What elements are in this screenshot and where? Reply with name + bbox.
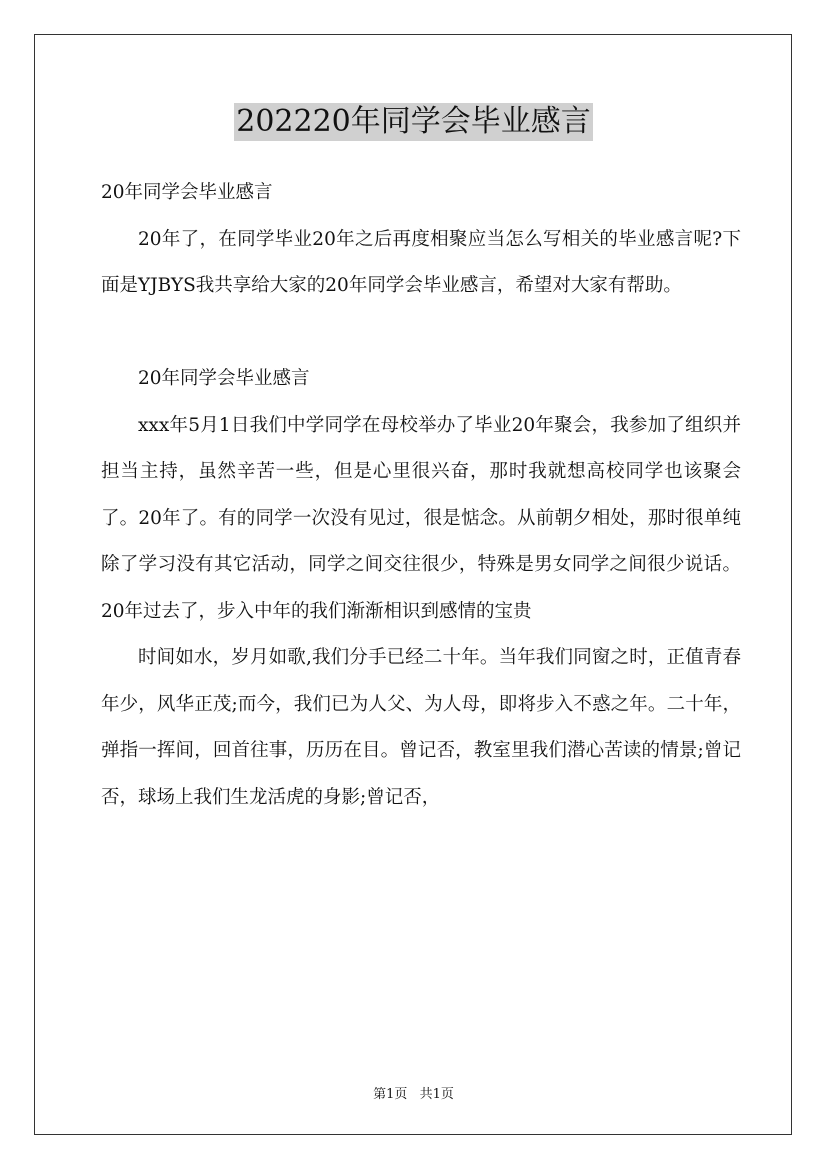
section-heading: 20年同学会毕业感言 [138,368,310,389]
page-total: 共1页 [419,1087,454,1102]
paragraph-reunion: xxx年5月1日我们中学同学在母校举办了毕业20年聚会，我参加了组织并担当主持，虽然辛苦一些，但是心里很兴奋，那时我就想高校同学也该聚会了。20年了。有的同学一次没有见过，很是惦念。从前朝夕相处，那时很单纯除了学习没有其它活动，同学之间交往很少，特殊是男女同学之间很少说话。20年过去了，步入中年的我们渐渐相识到感情的宝贵 [101,414,741,622]
paragraph-intro: 20年了，在同学毕业20年之后再度相聚应当怎么写相关的毕业感言呢?下面是YJBYS我共享给大家的20年同学会毕业感言，希望对大家有帮助。 [101,228,741,296]
document-subtitle: 20年同学会毕业感言 [101,182,273,203]
document-body [101,170,741,821]
page-number: 第1页 [373,1087,408,1102]
paragraph-time: 时间如水，岁月如歌,我们分手已经二十年。当年我们同窗之时，正值青春年少，风华正茂;而今，我们已为人父、为人母，即将步入不惑之年。二十年，弹指一挥间，回首往事，历历在目。曾记否，教室里我们潜心苦读的情景;曾记否，球场上我们生龙活虎的身影;曾记否， [101,647,741,808]
title-wrap [0,103,827,141]
page-footer [0,1083,827,1102]
blank-line [101,310,741,357]
document-title: 202220年同学会毕业感言 [236,104,591,139]
